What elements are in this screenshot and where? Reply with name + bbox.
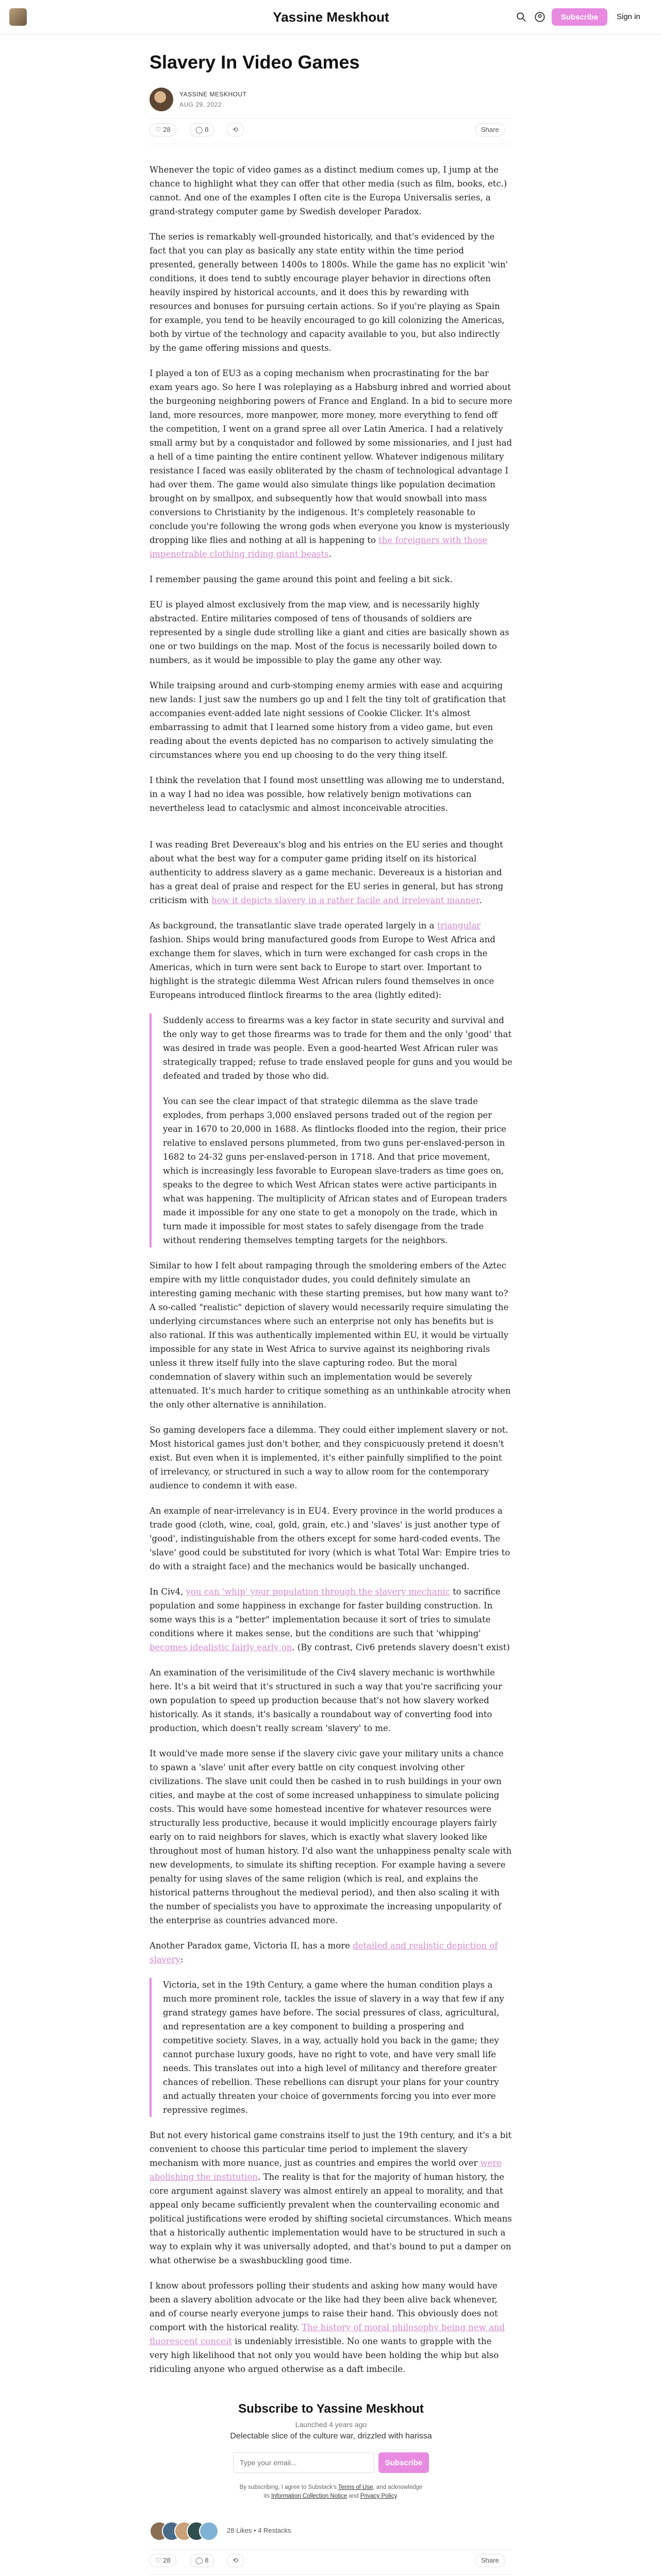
quote-paragraph: Suddenly access to firearms was a key factor in state security and survival and the only way to get those firearms was to trade for them and the only 'good' that was desired in trade was people. Even a good-hearted West African ruler was strategically trapped; refuse to trade enslaved people for guns and you would be defeated and traded by those who did. — [163, 1015, 512, 1081]
privacy-link[interactable]: Privacy Policy — [360, 2493, 397, 2499]
paragraph: I know about professors polling their students and asking how many would have been a slavery abolition advocate or the like had they been alive back whenever, and of course nearly everyone jumps to raise their hand. This obviously does not comport with the historical reality. The history of moral philosophy being new and fluorescent conceit is undeniably irresistible. No one wants to grapple with the very high likelihood that not only you would have been holding the whip but also ridiculing anyone who argued otherwise as a daft imbecile. — [150, 2281, 505, 2374]
subscribe-button[interactable]: Subscribe — [552, 8, 607, 26]
comment-icon: ◯ — [195, 2556, 203, 2564]
subscribe-title: Subscribe to Yassine Meskhout — [238, 2402, 424, 2416]
post-date: AUG 29, 2022 — [179, 101, 222, 108]
like-button[interactable] — [150, 123, 176, 137]
search-icon[interactable] — [516, 11, 527, 23]
link[interactable]: the foreigners with those impenetrable clothing riding giant beasts — [150, 535, 488, 559]
user-icon[interactable] — [534, 11, 545, 23]
share-button[interactable]: Share — [475, 123, 505, 137]
bottom-actions — [150, 2549, 512, 2575]
like-button[interactable]: ♡ 28 — [150, 2554, 176, 2567]
blockquote — [150, 1013, 512, 1247]
share-button[interactable]: Share — [475, 2554, 505, 2567]
paragraph: An example of near-irrelevancy is in EU4. Every province in the world produces a trade good (cloth, wine, coal, gold, grain, etc.) and 'slaves' is just another type of 'good', indistinguishable from the others except for some hard-coded events. The 'slave' good could be substituted for ivory (which is what Total War: Empire tries to do with a straight face) and the mechanics would be basically unchanged. — [150, 1506, 510, 1571]
article — [150, 52, 512, 2576]
post-actions — [150, 118, 512, 144]
legal-notice: By subscribing, I agree to Substack's Terms of Use, and acknowledge its Information Collection Notice and Privacy Policy. — [239, 2484, 423, 2499]
like-count: 28 — [163, 126, 171, 133]
quote-paragraph: You can see the clear impact of that strategic dilemma as the slave trade explodes, from perhaps 3,000 enslaved persons traded out of the region per year in 1670 to 20,000 in 1688. As flintlocks flooded into the region, their price relative to enslaved persons plummeted, from two guns per-enslaved-person in 1682 to 24-32 guns per-enslaved-person in 1718. And that price movement, which is increasingly less favorable to European slave-traders as time goes on, speaks to the degree to which West African states were active participants in what was happening. The multiplicity of African states and of European traders made it impossible for any one state to get a monopoly on the trade, which in turn made it impossible for most states to safely disengage from the trade without rendering themselves tempting targets for the neighbors. — [163, 1096, 507, 1245]
author-name[interactable]: YASSINE MESKHOUT — [179, 91, 247, 98]
subscribe-form — [233, 2452, 429, 2474]
heart-icon: ♡ — [155, 2556, 161, 2564]
comment-button[interactable] — [190, 123, 214, 137]
liker-avatar[interactable] — [199, 2521, 219, 2541]
paragraph: I remember pausing the game around this point and feeling a bit sick. — [150, 574, 453, 584]
paragraph: So gaming developers face a dilemma. They could either implement slavery or not. Most historical games just don't bother, and they conspicuously pretend it doesn't exist. But even when it is implemented, it's either painfully simplified to the point of irrelevancy, or structured in such a way to allow room for the contemporary audience to condemn it with ease. — [150, 1425, 508, 1490]
likes-summary[interactable]: 28 Likes • 4 Restacks — [227, 2527, 291, 2534]
paragraph: Another Paradox game, Victoria II, has a more detailed and realistic depiction of slavery: — [150, 1941, 498, 1964]
link[interactable]: were abolishing the institution — [150, 2158, 502, 2182]
paragraph: I played a ton of EU3 as a coping mechanism when procrastinating for the bar exam years ago. So here I was roleplaying as a Habsburg inbred and worried about the burgeoning neighboring powers of France and England. In a bid to secure more land, more resources, more manpower, more money, more everything to fend off the competition, I went on a grand spree all over Latin America. I had a relatively small army but by a conquistador and followed by some missionaries, and I just had a hell of a time painting the entire continent yellow. Whatever indigenous military resistance I faced was easily obliterated by the chasm of technological advantage I had over them. The game would also simulate things like population decimation brought on by smallpox, and subsequently how that would snowball into mass conversions to Christianity by the indigenous. It's completely reasonable to conclude you're following the wrong gods when everyone you know is mysteriously dropping like flies and nothing at all is happening to the foreigners with those impenetrable clothing riding giant beasts. — [150, 368, 512, 559]
paragraph: But not every historical game constrains itself to just the 19th century, and it's a bit convenient to choose this particular time period to implement the slavery mechanism with more nuance, just as countries and empires the world over were abolishing the institution. The reality is that for the majority of human history, the core argument against slavery was almost entirely an appeal to morality, and that appeal only became sufficiently prevalent when the countervailing economic and political justifications were eroded by shifting societal circumstances. Which means that a historically authentic implementation would have to be structured in such a way to explain why it was universally adopted, and that's bound to put a damper on what otherwise be a swashbuckling good time. — [150, 2130, 512, 2265]
link[interactable]: you can 'whip' your population through the slavery mechanic — [186, 1587, 450, 1597]
paragraph: EU is played almost exclusively from the map view, and is necessarily highly abstracted. Entire militaries composed of tens of thousands of soldiers are represented by a single dude strolling like a giant and cities are basically shown as one or two buildings on the map. Most of the focus is necessarily boiled down to numbers, as it would be impossible to play the game any other way. — [150, 600, 509, 665]
launched-text: Launched 4 years ago — [295, 2420, 367, 2429]
subscribe-section — [150, 2402, 512, 2501]
link[interactable]: triangular — [437, 921, 481, 930]
paragraph: Similar to how I felt about rampaging through the smoldering embers of the Aztec empire with my little conquistador dudes, you could definitely simulate an interesting gaming mechanic with these starting premises, but how many want to? A so-called "realistic" depiction of slavery would necessarily require simulating the underlying circumstances where such an enterprise not only has benefits but is also rational. If this was authentically implemented within EU, it would be virtually impossible for any state in West Africa to survive against its neighboring rivals unless it threw itself fully into the slave capturing rodeo. But the moral condemnation of slavery within such an implementation would be severely attenuated. It's much harder to critique something as an unthinkable atrocity when the only other alternative is annihilation. — [150, 1261, 511, 1410]
paragraph: The series is remarkably well-grounded historically, and that's evidenced by the fact that you can play as basically any state entity within the time period presented, generally between 1400s to 1800s. While the game has no explicit 'win' conditions, it does tend to subtly encourage player behavior in directions often heavily inspired by historical accounts, and it does this by rewarding with resources and bonuses for pursuing certain actions. So if you're playing as Spain for example, you tend to be heavily encouraged to go kill colonizing the Americas, both by virtue of the technology and capacity available to you, but also indirectly by the game offering missions and quests. — [150, 232, 508, 353]
paragraph: An examination of the verisimilitude of the Civ4 slavery mechanic is worthwhile here. It's a bit weird that it's structured in such a way that you're sacrificing your own population to speed up production because that's not how slavery worked historically. As it stands, it's basically a roundabout way of converting food into production, which doesn't really scream 'slavery' to me. — [150, 1668, 502, 1733]
comment-count: 8 — [205, 126, 209, 133]
post-body — [150, 163, 512, 2376]
link[interactable]: how it depicts slavery in a rather facile and irrelevant manner — [211, 895, 479, 905]
restack-icon: ⟲ — [233, 126, 238, 133]
top-bar — [0, 0, 662, 35]
quote-paragraph: Victoria, set in the 19th Century, a game where the human condition plays a much more prominent role, tackles the issue of slavery in a way that few if any grand strategy games have before. The social pressures of class, agricultural, and representation are a key component to building a prospering and competitive society. Slaves, in a way, actually hold you back in the game; they cannot purchase luxury goods, have no right to vote, and have very small life needs. This translates out into a high level of militancy and therefore greater chances of rebellion. These rebellions can disrupt your plans for your country and actually threaten your choice of governments forcing you into ever more repressive regimes. — [163, 1980, 504, 2115]
paragraph: I was reading Bret Devereaux's blog and his entries on the EU series and thought about what the best way for a computer game priding itself on its historical authenticity to address slavery as a game mechanic. Devereaux is a historian and has a great deal of praise and respect for the EU series in general, but has strong criticism with how it depicts slavery in a rather facile and irrelevant manner. — [150, 840, 504, 905]
email-input[interactable] — [233, 2452, 374, 2473]
tagline: Delectable slice of the culture war, drizzled with harissa — [230, 2432, 432, 2441]
comment-button[interactable]: ◯ 8 — [190, 2554, 214, 2567]
paragraph: In Civ4, you can 'whip' your population through the slavery mechanic to sacrifice population and some happiness in exchange for faster building construction. In some ways this is a "better" implementation because it sort of tries to simulate conditions where it makes sense, but the conditions are such that 'whipping' becomes idealistic fairly early on. (By contrast, Civ6 pretends slavery doesn't exist) — [150, 1587, 510, 1652]
blockquote — [150, 1978, 512, 2117]
publication-title[interactable]: Yassine Meskhout — [273, 9, 389, 25]
paragraph: Whenever the topic of video games as a distinct medium comes up, I jump at the chance to highlight what they can offer that other media (such as film, books, etc.) cannot. And one of the examples I often cite is the Europa Universalis series, a grand-strategy computer game by Swedish developer Paradox. — [150, 165, 507, 216]
restack-button[interactable] — [227, 2554, 244, 2567]
info-notice-link[interactable]: Information Collection Notice — [271, 2493, 347, 2499]
link[interactable]: The history of moral philosophy being new and fluorescent conceit — [150, 2323, 505, 2346]
restack-button[interactable] — [227, 123, 244, 137]
paragraph: It would've made more sense if the slavery civic gave your military units a chance to spawn a 'slave' unit after every battle on city conquest involving other civilizations. The slave unit could then be cashed in to rush buildings in your own cities, and maybe at the cost of some increased unhappiness to simulate policing costs. This would have some homestead incentive for whatever resources were structurally less productive, because it would implicitly encourage players fairly early on to raid neighbors for slaves, which is exactly what slavery looked like throughout most of human history. I'd also want the unhappiness penalty scale with new developments, to simulate its shifting reception. For example having a severe penalty for using slaves of the same religion (which is real, and explains the historical patterns throughout the medieval period), and then also scaling it with the number of specialists you have to approximate the increasing unpopularity of the enterprise as countries advanced more. — [150, 1749, 512, 1925]
author-avatar[interactable] — [150, 88, 173, 111]
byline — [150, 88, 512, 113]
paragraph: As background, the transatlantic slave trade operated largely in a triangular fashion. Ships would bring manufactured goods from Europe to West Africa and exchange them for slaves, which in turn were exchanged for cash crops in the Americas, which in turn were sent back to Europe to start over. Important to highlight is the strategic dilemma West African rulers found themselves in once Europeans introduced flintlock firearms to the area (lightly edited): — [150, 921, 495, 1000]
paragraph: While traipsing around and curb-stomping enemy armies with ease and acquiring new lands: I just saw the numbers go up and I felt the tiny tolt of gratification that accompanies event-added late night sessions of Cookie Clicker. It's almost embarrassing to admit that I learned some history from a video game, but even reading about the events depicted has no comparison to actively simulating the circumstances where you end up choosing to do the very thing itself. — [150, 681, 506, 760]
link[interactable]: detailed and realistic depiction of slavery — [150, 1941, 498, 1964]
paragraph: I think the revelation that I found most unsettling was allowing me to understand, in a way I had no idea was possible, how relatively benign motivations can nevertheless lead to cataclysmic and almost inconceivable atrocities. — [150, 775, 505, 813]
post-title: Slavery In Video Games — [150, 52, 360, 73]
sign-in-link[interactable]: Sign in — [617, 12, 640, 21]
restack-icon: ⟲ — [233, 2556, 238, 2564]
subscribe-form-button[interactable]: Subscribe — [378, 2452, 429, 2473]
heart-icon: ♡ — [155, 126, 161, 133]
likers-row — [150, 2521, 512, 2544]
link[interactable]: becomes idealistic fairly early on — [150, 1642, 292, 1652]
terms-link[interactable]: Terms of Use — [338, 2484, 373, 2490]
comment-icon: ◯ — [195, 126, 203, 133]
